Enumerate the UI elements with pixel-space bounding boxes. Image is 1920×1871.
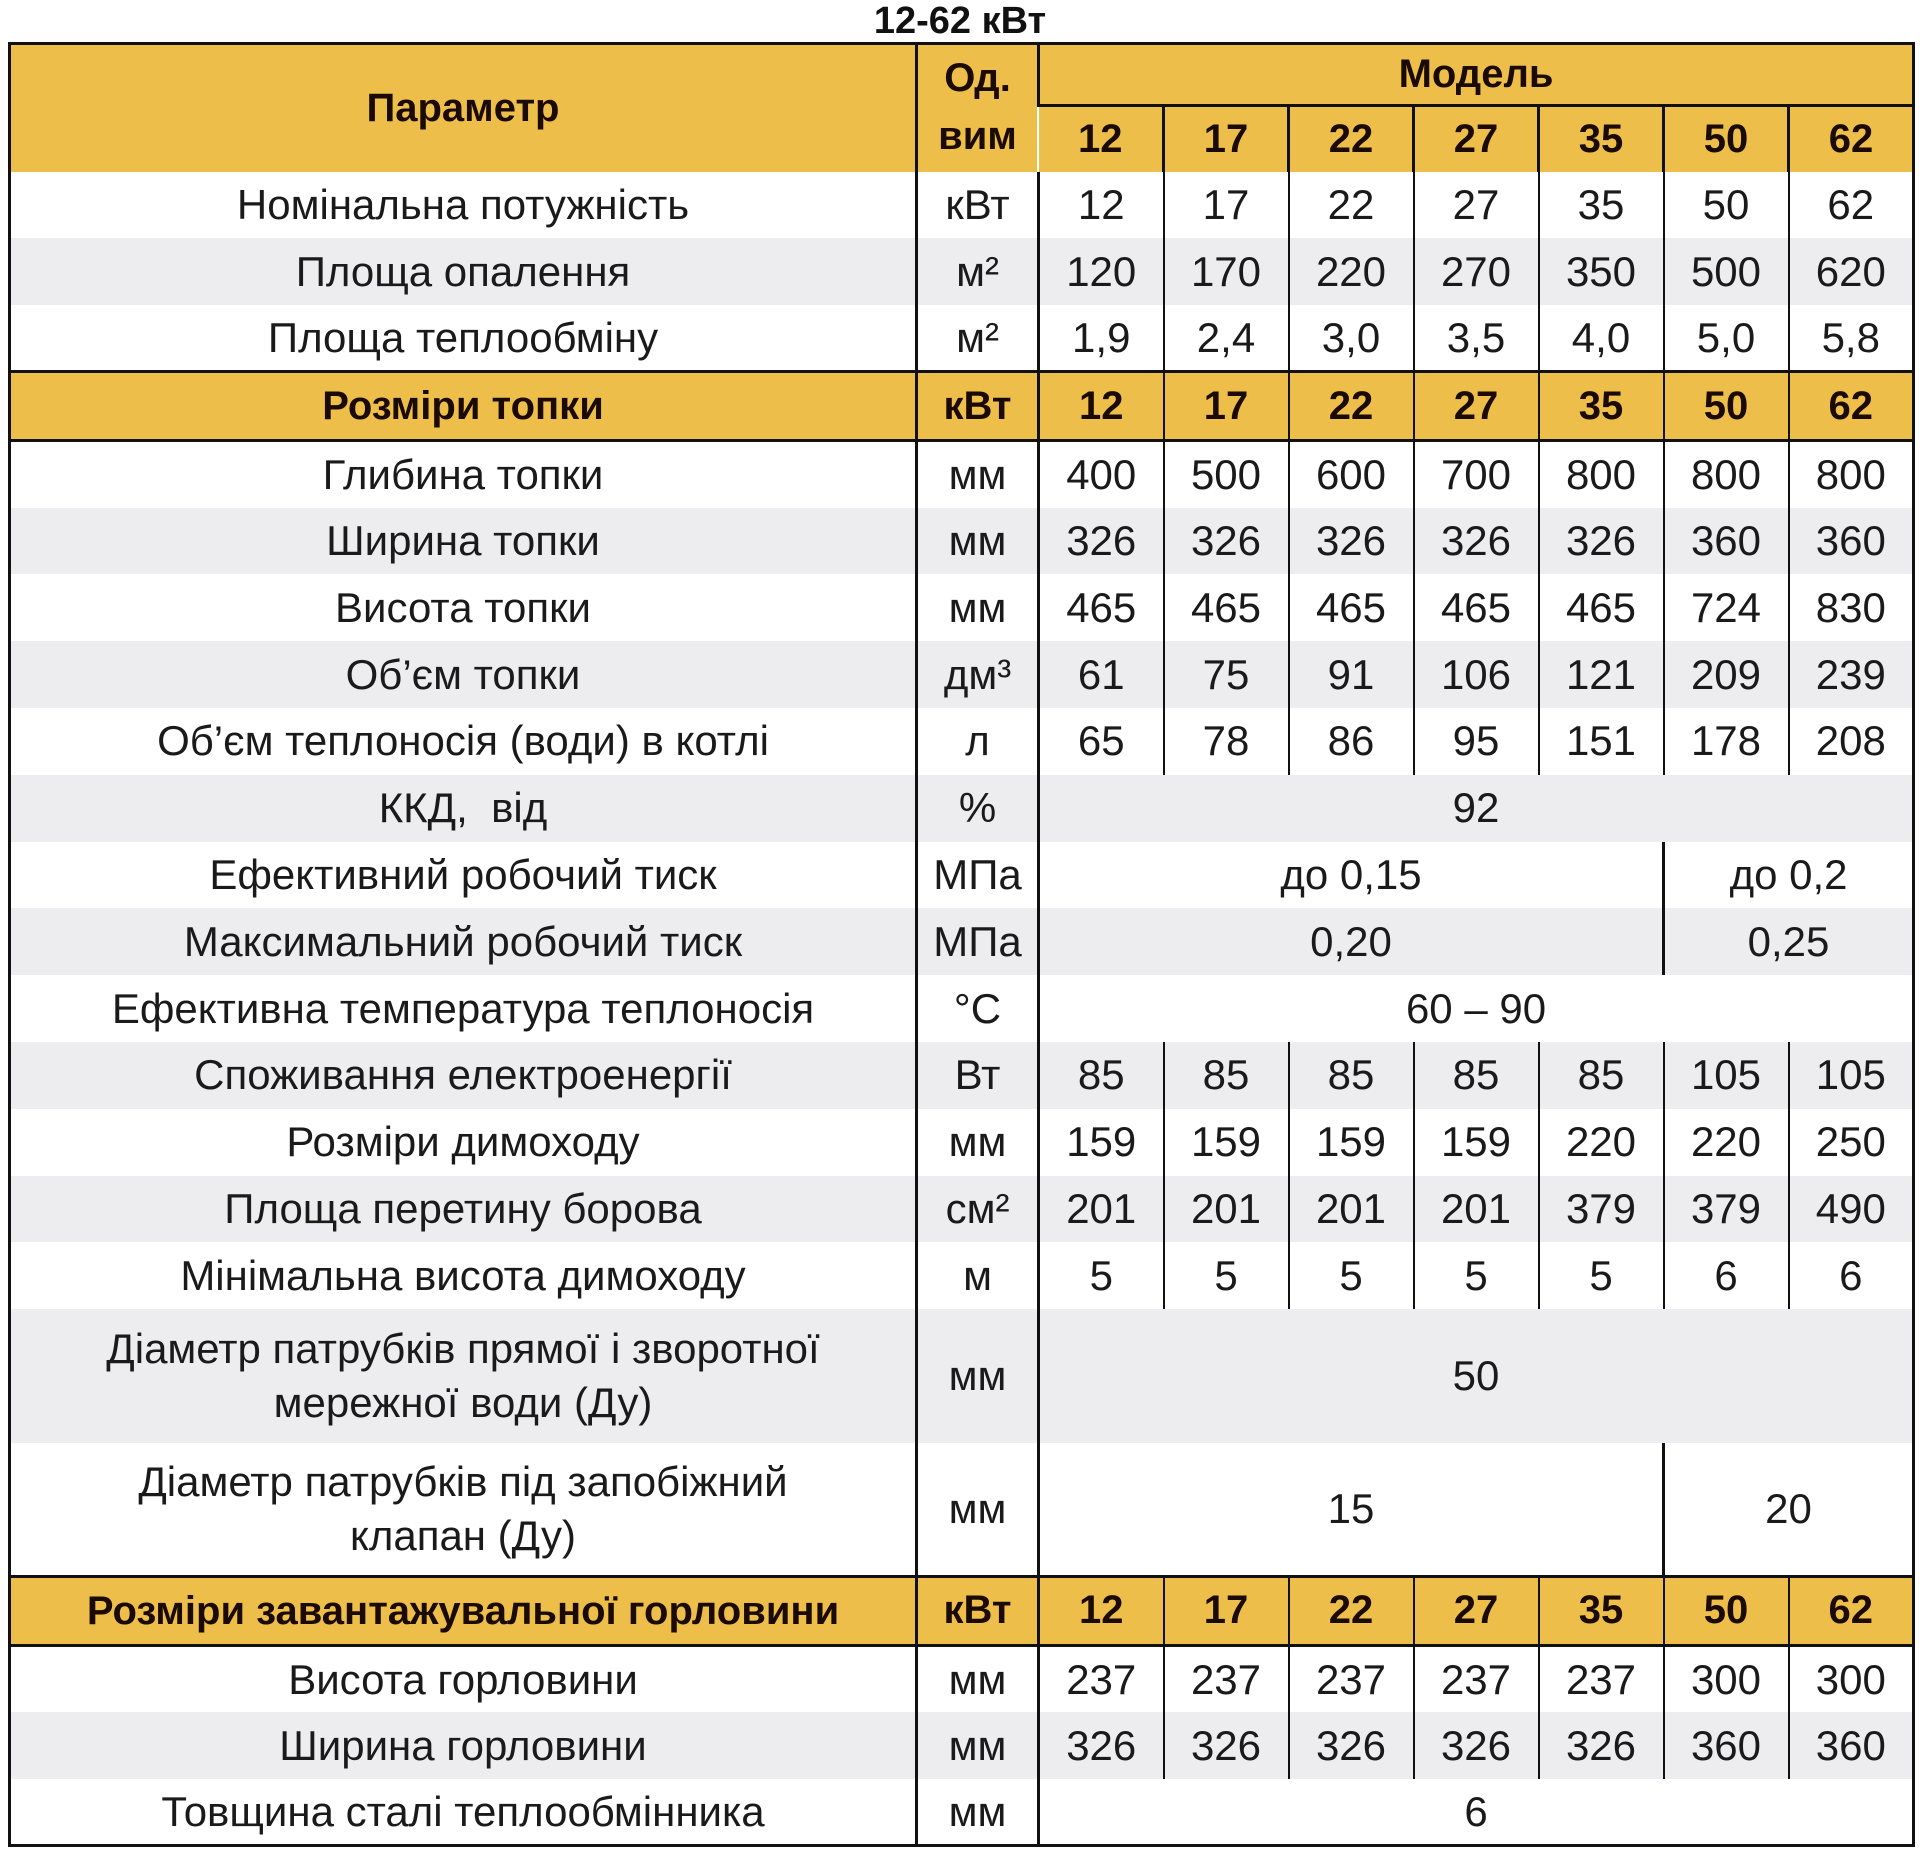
cell-value: 159 bbox=[1289, 1109, 1414, 1176]
cell-value: 50 bbox=[1664, 172, 1789, 239]
cell-value: 2,4 bbox=[1164, 305, 1289, 372]
row-unit: мм bbox=[917, 1645, 1039, 1712]
row-unit: % bbox=[917, 775, 1039, 842]
cell-value: 724 bbox=[1664, 574, 1789, 641]
cell-value: 620 bbox=[1789, 238, 1914, 305]
row-unit: мм bbox=[917, 574, 1039, 641]
section-model: 12 bbox=[1039, 372, 1164, 441]
cell-value: 360 bbox=[1789, 1712, 1914, 1779]
cell-value: 12 bbox=[1039, 172, 1164, 239]
cell-value: 178 bbox=[1664, 708, 1789, 775]
cell-value: 121 bbox=[1539, 641, 1664, 708]
section-model: 35 bbox=[1539, 372, 1664, 441]
cell-value: 75 bbox=[1164, 641, 1289, 708]
table-row bbox=[10, 172, 1914, 239]
table-row bbox=[10, 305, 1914, 372]
cell-value: 326 bbox=[1539, 508, 1664, 575]
cell-value: 85 bbox=[1414, 1042, 1539, 1109]
cell-value: 6 bbox=[1039, 1779, 1914, 1846]
cell-value: 5,0 bbox=[1664, 305, 1789, 372]
section-unit: кВт bbox=[917, 1576, 1039, 1645]
cell-value: 4,0 bbox=[1539, 305, 1664, 372]
cell-value: 360 bbox=[1664, 1712, 1789, 1779]
cell-value: 237 bbox=[1414, 1645, 1539, 1712]
cell-value: 5 bbox=[1039, 1242, 1164, 1309]
cell-value: 120 bbox=[1039, 238, 1164, 305]
table-row bbox=[10, 641, 1914, 708]
section-model: 50 bbox=[1664, 1576, 1789, 1645]
row-label-line2: клапан (Ду) bbox=[349, 1511, 577, 1559]
row-unit: кВт bbox=[917, 172, 1039, 239]
cell-value: 250 bbox=[1789, 1109, 1914, 1176]
row-label: Номінальна потужність bbox=[10, 172, 917, 239]
row-unit: мм bbox=[917, 1109, 1039, 1176]
cell-value: 208 bbox=[1789, 708, 1914, 775]
section-header-furnace bbox=[10, 372, 1914, 441]
row-unit: МПа bbox=[917, 842, 1039, 909]
cell-value: 35 bbox=[1539, 172, 1664, 239]
row-unit: м² bbox=[917, 305, 1039, 372]
cell-value: 5 bbox=[1414, 1242, 1539, 1309]
table-row bbox=[10, 1176, 1914, 1243]
cell-value: 600 bbox=[1289, 441, 1414, 508]
cell-value: 159 bbox=[1039, 1109, 1164, 1176]
row-unit: °C bbox=[917, 975, 1039, 1042]
row-label: Товщина сталі теплообмінника bbox=[10, 1779, 917, 1846]
cell-value: 105 bbox=[1664, 1042, 1789, 1109]
cell-value: 65 bbox=[1039, 708, 1164, 775]
section-unit: кВт bbox=[917, 372, 1039, 441]
cell-value: 800 bbox=[1789, 441, 1914, 508]
row-label: Глибина топки bbox=[10, 441, 917, 508]
cell-value: 106 bbox=[1414, 641, 1539, 708]
row-unit: МПа bbox=[917, 908, 1039, 975]
row-unit: м bbox=[917, 1242, 1039, 1309]
cell-value: 86 bbox=[1289, 708, 1414, 775]
cell-value: 326 bbox=[1164, 508, 1289, 575]
row-label: Ефективний робочий тиск bbox=[10, 842, 917, 909]
cell-value: 201 bbox=[1414, 1176, 1539, 1243]
section-model: 12 bbox=[1039, 1576, 1164, 1645]
cell-value: 237 bbox=[1039, 1645, 1164, 1712]
row-label: Ширина топки bbox=[10, 508, 917, 575]
cell-value: 5,8 bbox=[1789, 305, 1914, 372]
cell-value: 20 bbox=[1664, 1443, 1914, 1577]
cell-value: 326 bbox=[1289, 508, 1414, 575]
cell-value: 151 bbox=[1539, 708, 1664, 775]
cell-value: 237 bbox=[1289, 1645, 1414, 1712]
row-label: Ефективна температура теплоносія bbox=[10, 975, 917, 1042]
row-label: ККД, від bbox=[10, 775, 917, 842]
cell-value: 490 bbox=[1789, 1176, 1914, 1243]
row-unit: мм bbox=[917, 1443, 1039, 1577]
header-model: Модель bbox=[1039, 44, 1914, 106]
header-model-17: 17 bbox=[1164, 106, 1289, 172]
page-title: 12-62 кВт bbox=[873, 0, 1047, 42]
row-unit: см² bbox=[917, 1176, 1039, 1243]
row-label: Ширина горловини bbox=[10, 1712, 917, 1779]
row-label: Площа перетину борова bbox=[10, 1176, 917, 1243]
section-model: 35 bbox=[1539, 1576, 1664, 1645]
cell-value: 17 bbox=[1164, 172, 1289, 239]
cell-value: 1,9 bbox=[1039, 305, 1164, 372]
row-unit: м² bbox=[917, 238, 1039, 305]
row-label: Висота топки bbox=[10, 574, 917, 641]
cell-value: 0,25 bbox=[1664, 908, 1914, 975]
section-model: 22 bbox=[1289, 1576, 1414, 1645]
row-unit: мм bbox=[917, 508, 1039, 575]
cell-value: 326 bbox=[1414, 1712, 1539, 1779]
table-row bbox=[10, 1443, 1914, 1577]
cell-value: 62 bbox=[1789, 172, 1914, 239]
header-parameter: Параметр bbox=[366, 85, 560, 130]
table-row bbox=[10, 574, 1914, 641]
section-model: 22 bbox=[1289, 372, 1414, 441]
section-model: 50 bbox=[1664, 372, 1789, 441]
cell-value: 95 bbox=[1414, 708, 1539, 775]
row-label: Висота горловини bbox=[10, 1645, 917, 1712]
cell-value: 170 bbox=[1164, 238, 1289, 305]
header-unit bbox=[917, 44, 1039, 172]
cell-value: 237 bbox=[1164, 1645, 1289, 1712]
row-unit: мм bbox=[917, 441, 1039, 508]
cell-value: 60 – 90 bbox=[1039, 975, 1914, 1042]
row-unit: мм bbox=[917, 1779, 1039, 1846]
cell-value: 15 bbox=[1039, 1443, 1664, 1577]
cell-value: 105 bbox=[1789, 1042, 1914, 1109]
cell-value: 201 bbox=[1164, 1176, 1289, 1243]
section-model: 27 bbox=[1414, 1576, 1539, 1645]
cell-value: 465 bbox=[1039, 574, 1164, 641]
cell-value: до 0,2 bbox=[1664, 842, 1914, 909]
cell-value: 465 bbox=[1164, 574, 1289, 641]
header-unit-line1: Од. bbox=[944, 56, 1011, 101]
row-label-line2: мережної води (Ду) bbox=[273, 1379, 653, 1427]
cell-value: 465 bbox=[1539, 574, 1664, 641]
table-row bbox=[10, 975, 1914, 1042]
cell-value: 800 bbox=[1539, 441, 1664, 508]
cell-value: 360 bbox=[1789, 508, 1914, 575]
section-model: 17 bbox=[1164, 372, 1289, 441]
cell-value: 50 bbox=[1039, 1309, 1914, 1443]
cell-value: 379 bbox=[1539, 1176, 1664, 1243]
cell-value: 0,20 bbox=[1039, 908, 1664, 975]
header-model-12: 12 bbox=[1039, 106, 1164, 172]
cell-value: 92 bbox=[1039, 775, 1914, 842]
header-unit-line2: вим bbox=[938, 114, 1017, 159]
cell-value: 379 bbox=[1664, 1176, 1789, 1243]
cell-value: 300 bbox=[1789, 1645, 1914, 1712]
table-row bbox=[10, 842, 1914, 909]
cell-value: 85 bbox=[1539, 1042, 1664, 1109]
row-label: Об’єм теплоносія (води) в котлі bbox=[10, 708, 917, 775]
cell-value: до 0,15 bbox=[1039, 842, 1664, 909]
table-row bbox=[10, 775, 1914, 842]
row-unit: мм bbox=[917, 1309, 1039, 1443]
cell-value: 3,0 bbox=[1289, 305, 1414, 372]
cell-value: 326 bbox=[1039, 508, 1164, 575]
cell-value: 85 bbox=[1289, 1042, 1414, 1109]
cell-value: 830 bbox=[1789, 574, 1914, 641]
table-row bbox=[10, 508, 1914, 575]
section-model: 27 bbox=[1414, 372, 1539, 441]
header-model-50: 50 bbox=[1664, 106, 1789, 172]
table-row bbox=[10, 441, 1914, 508]
cell-value: 201 bbox=[1039, 1176, 1164, 1243]
cell-value: 326 bbox=[1414, 508, 1539, 575]
cell-value: 270 bbox=[1414, 238, 1539, 305]
row-unit: л bbox=[917, 708, 1039, 775]
row-label: Розміри димоходу bbox=[10, 1109, 917, 1176]
row-label: Площа теплообміну bbox=[10, 305, 917, 372]
cell-value: 78 bbox=[1164, 708, 1289, 775]
spec-table bbox=[8, 42, 1915, 1847]
cell-value: 326 bbox=[1539, 1712, 1664, 1779]
section-model: 62 bbox=[1789, 1576, 1914, 1645]
table-row bbox=[10, 908, 1914, 975]
cell-value: 3,5 bbox=[1414, 305, 1539, 372]
row-label-line1: Діаметр патрубків під запобіжний bbox=[138, 1457, 788, 1505]
table-row bbox=[10, 1645, 1914, 1712]
cell-value: 465 bbox=[1414, 574, 1539, 641]
row-label: Об’єм топки bbox=[10, 641, 917, 708]
cell-value: 61 bbox=[1039, 641, 1164, 708]
table-row bbox=[10, 1242, 1914, 1309]
cell-value: 22 bbox=[1289, 172, 1414, 239]
section-model: 17 bbox=[1164, 1576, 1289, 1645]
cell-value: 326 bbox=[1164, 1712, 1289, 1779]
cell-value: 85 bbox=[1039, 1042, 1164, 1109]
row-unit: дм³ bbox=[917, 641, 1039, 708]
table-row bbox=[10, 1779, 1914, 1846]
row-unit: Вт bbox=[917, 1042, 1039, 1109]
row-unit: мм bbox=[917, 1712, 1039, 1779]
cell-value: 800 bbox=[1664, 441, 1789, 508]
table-row bbox=[10, 708, 1914, 775]
cell-value: 159 bbox=[1164, 1109, 1289, 1176]
cell-value: 5 bbox=[1164, 1242, 1289, 1309]
cell-value: 220 bbox=[1539, 1109, 1664, 1176]
row-label: Максимальний робочий тиск bbox=[10, 908, 917, 975]
table-row bbox=[10, 238, 1914, 305]
cell-value: 6 bbox=[1789, 1242, 1914, 1309]
cell-value: 5 bbox=[1289, 1242, 1414, 1309]
cell-value: 400 bbox=[1039, 441, 1164, 508]
header-model-22: 22 bbox=[1289, 106, 1414, 172]
section-title: Розміри топки bbox=[10, 372, 917, 441]
table-row bbox=[10, 1042, 1914, 1109]
section-model: 62 bbox=[1789, 372, 1914, 441]
cell-value: 209 bbox=[1664, 641, 1789, 708]
header-model-27: 27 bbox=[1414, 106, 1539, 172]
row-label: Площа опалення bbox=[10, 238, 917, 305]
section-header-loading-neck bbox=[10, 1576, 1914, 1645]
cell-value: 159 bbox=[1414, 1109, 1539, 1176]
cell-value: 300 bbox=[1664, 1645, 1789, 1712]
cell-value: 700 bbox=[1414, 441, 1539, 508]
section-title: Розміри завантажувальної горловини bbox=[10, 1576, 917, 1645]
table-row bbox=[10, 1712, 1914, 1779]
row-label: Споживання електроенергії bbox=[10, 1042, 917, 1109]
cell-value: 350 bbox=[1539, 238, 1664, 305]
cell-value: 500 bbox=[1164, 441, 1289, 508]
table-row bbox=[10, 1109, 1914, 1176]
cell-value: 91 bbox=[1289, 641, 1414, 708]
cell-value: 237 bbox=[1539, 1645, 1664, 1712]
cell-value: 220 bbox=[1664, 1109, 1789, 1176]
row-label-line1: Діаметр патрубків прямої і зворотної bbox=[106, 1325, 820, 1373]
cell-value: 239 bbox=[1789, 641, 1914, 708]
cell-value: 6 bbox=[1664, 1242, 1789, 1309]
row-label bbox=[10, 1443, 917, 1577]
row-label bbox=[10, 1309, 917, 1443]
row-label: Мінімальна висота димоходу bbox=[10, 1242, 917, 1309]
cell-value: 326 bbox=[1289, 1712, 1414, 1779]
cell-value: 465 bbox=[1289, 574, 1414, 641]
header-model-62: 62 bbox=[1789, 106, 1914, 172]
cell-value: 85 bbox=[1164, 1042, 1289, 1109]
cell-value: 220 bbox=[1289, 238, 1414, 305]
header-model-35: 35 bbox=[1539, 106, 1664, 172]
cell-value: 360 bbox=[1664, 508, 1789, 575]
cell-value: 27 bbox=[1414, 172, 1539, 239]
cell-value: 326 bbox=[1039, 1712, 1164, 1779]
cell-value: 500 bbox=[1664, 238, 1789, 305]
cell-value: 201 bbox=[1289, 1176, 1414, 1243]
table-row bbox=[10, 1309, 1914, 1443]
cell-value: 5 bbox=[1539, 1242, 1664, 1309]
